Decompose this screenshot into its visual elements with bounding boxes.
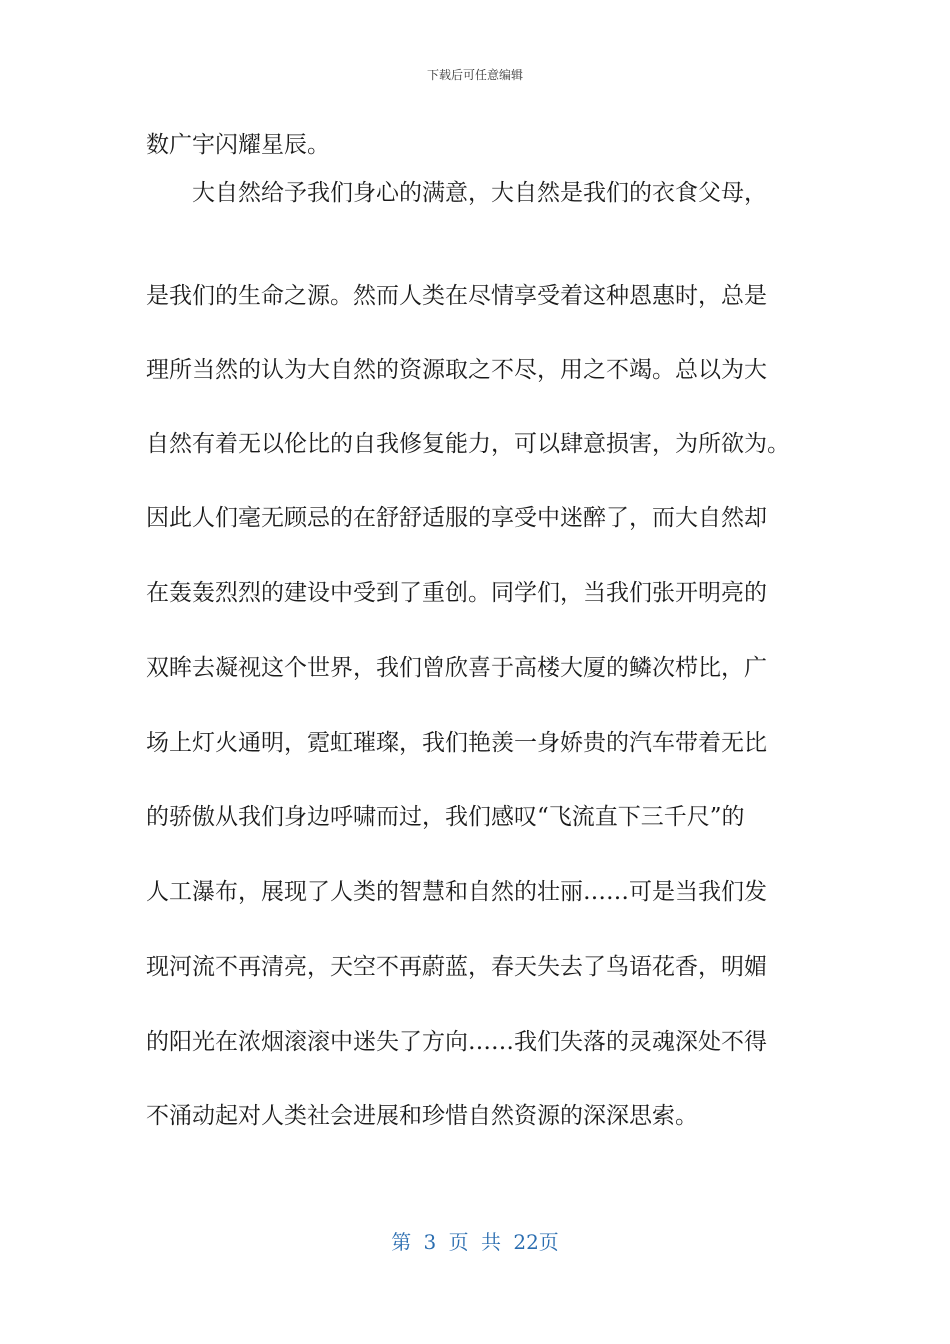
page-number-footer: 第 3 页 共 22页	[391, 1230, 559, 1254]
paragraph-line: 不涌动起对人类社会进展和珍惜自然资源的深深思索。	[146, 1103, 698, 1129]
paragraph-line: 因此人们毫无顾忌的在舒舒适服的享受中迷醉了，而大自然却	[146, 505, 767, 531]
paragraph-line: 是我们的生命之源。然而人类在尽情享受着这种恩惠时，总是	[146, 283, 767, 309]
paragraph-line: 理所当然的认为大自然的资源取之不尽，用之不竭。总以为大	[146, 357, 767, 383]
paragraph-line: 自然有着无以伦比的自我修复能力，可以肆意损害，为所欲为。	[146, 431, 790, 457]
paragraph-line: 大自然给予我们身心的满意，大自然是我们的衣食父母，	[192, 180, 767, 206]
page-header: 下载后可任意编辑	[426, 68, 523, 82]
paragraph-line: 现河流不再清亮，天空不再蔚蓝，春天失去了鸟语花香，明媚	[146, 954, 767, 980]
paragraph-line: 的阳光在浓烟滚滚中迷失了方向……我们失落的灵魂深处不得	[146, 1029, 767, 1055]
paragraph-line: 在轰轰烈烈的建设中受到了重创。同学们，当我们张开明亮的	[146, 580, 767, 606]
paragraph-line: 数广宇闪耀星辰。	[146, 132, 330, 158]
paragraph-line: 双眸去凝视这个世界，我们曾欣喜于高楼大厦的鳞次栉比，广	[146, 655, 767, 681]
paragraph-line: 场上灯火通明，霓虹璀璨，我们艳羡一身娇贵的汽车带着无比	[146, 730, 767, 756]
paragraph-line: 人工瀑布，展现了人类的智慧和自然的壮丽……可是当我们发	[146, 879, 767, 905]
paragraph-line: 的骄傲从我们身边呼啸而过，我们感叹“飞流直下三千尺”的	[146, 804, 745, 830]
